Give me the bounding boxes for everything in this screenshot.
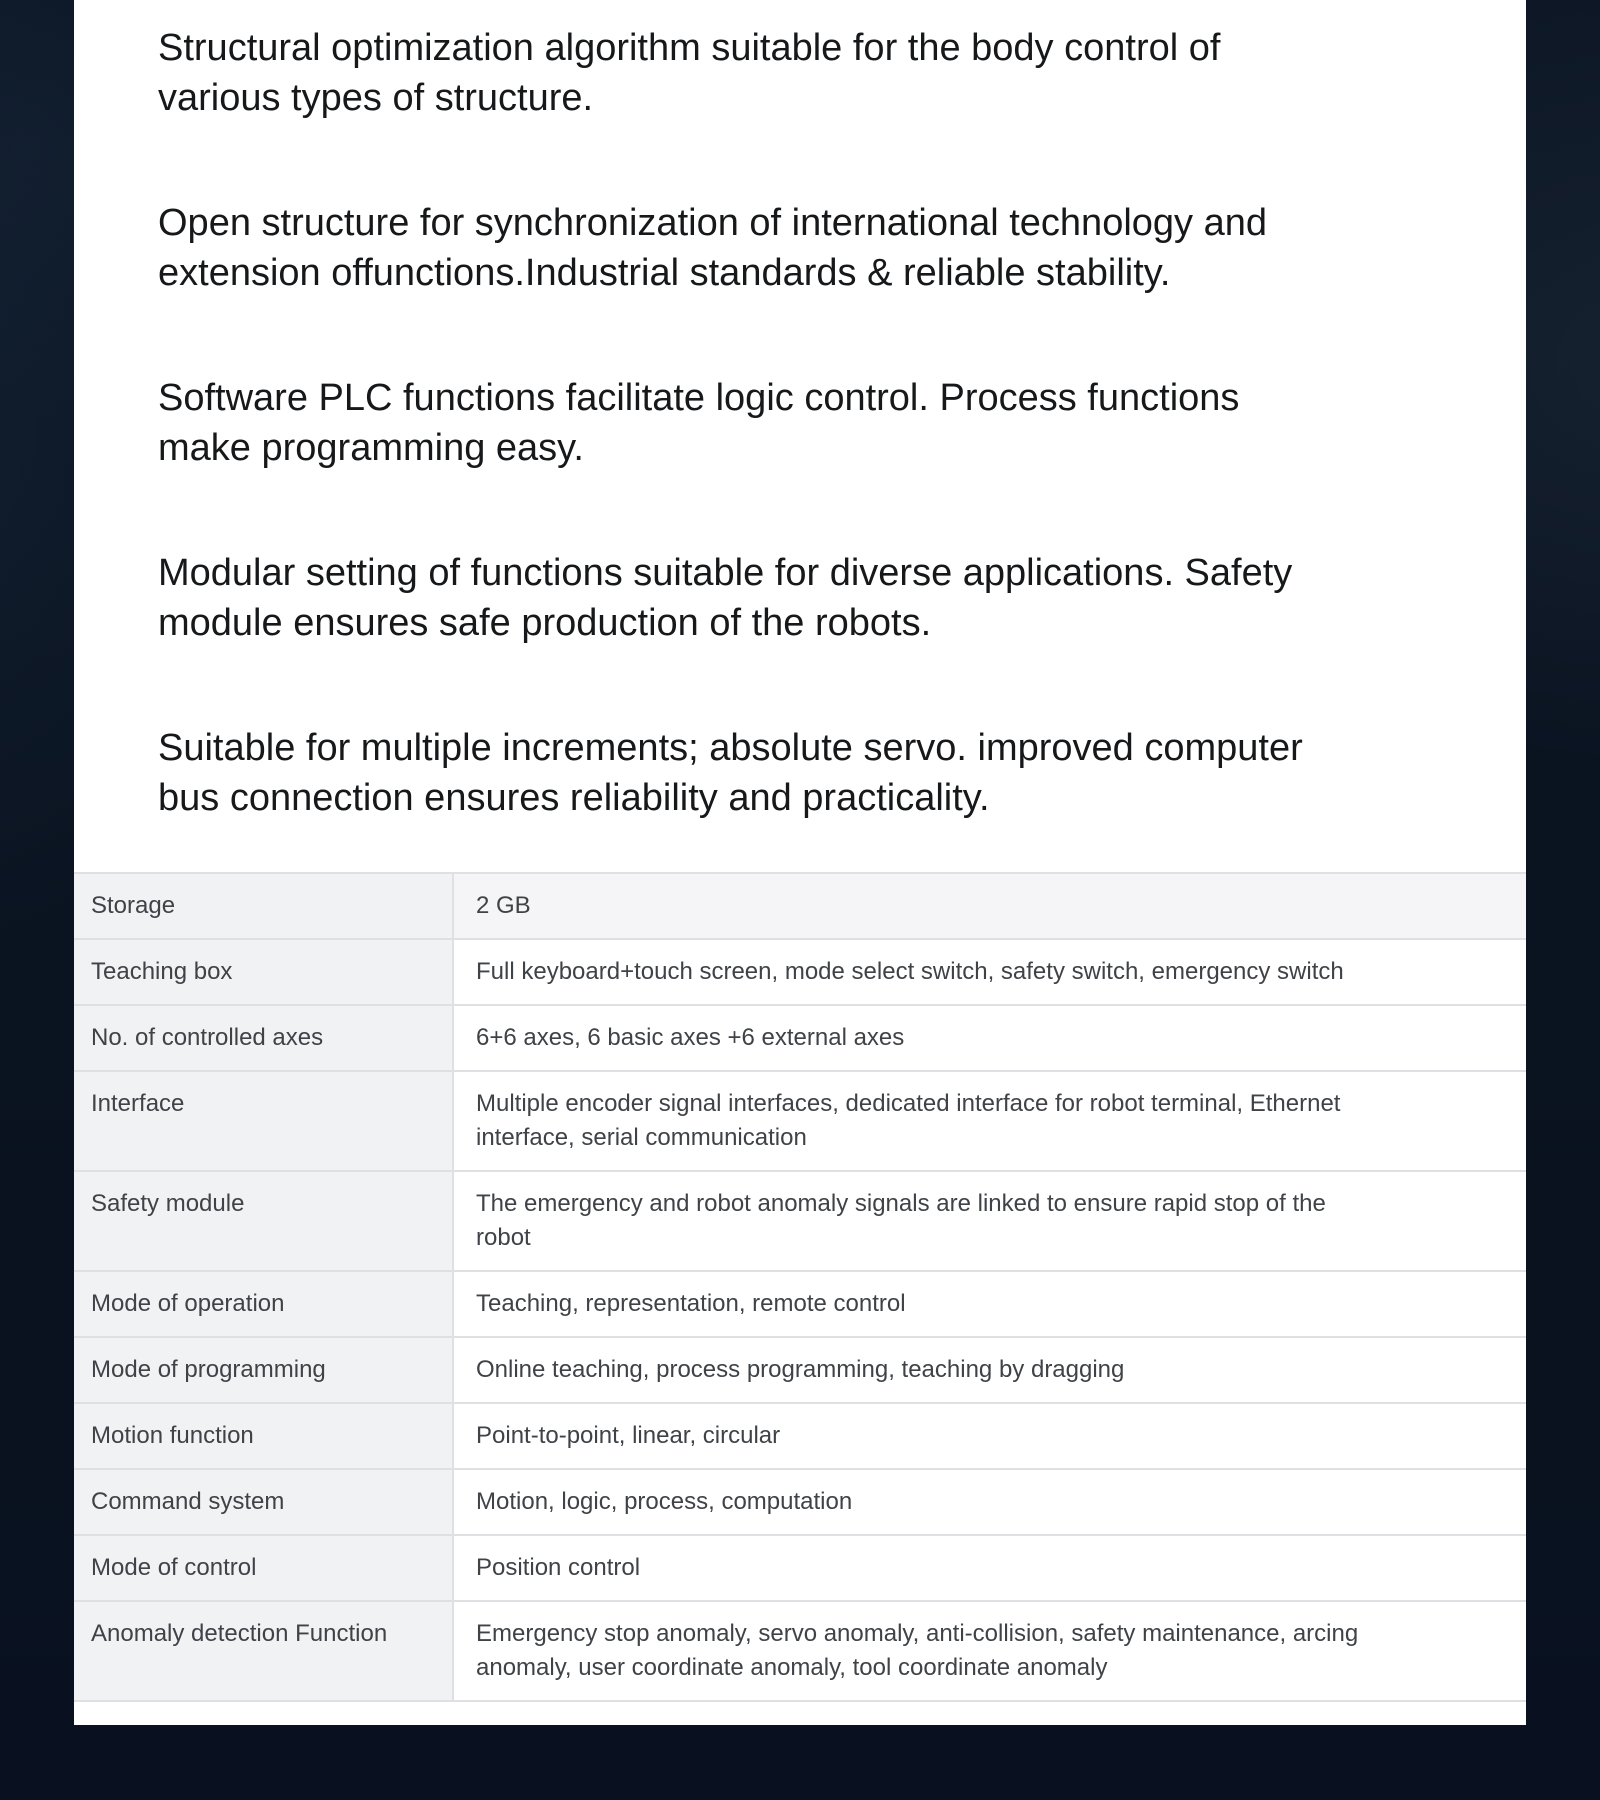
spec-value-cell [453,1403,1526,1469]
spec-value-cell [453,873,1526,939]
spec-row [74,873,1526,939]
spec-table [74,872,1526,1702]
feature-paragraph [158,198,1486,298]
spec-row [74,939,1526,1005]
spec-label-cell: No. of controlled axes [74,1005,453,1071]
feature-line: Modular setting of functions suitable for diverse applications. Safety [158,552,1293,594]
spec-value-line: 6+6 axes, 6 basic axes +6 external axes [476,1024,905,1051]
spec-label-cell: Interface [74,1071,453,1171]
spec-row [74,1337,1526,1403]
spec-value-line: robot [476,1224,531,1251]
spec-label-cell: Storage [74,873,453,939]
spec-value-line: Teaching, representation, remote control [476,1290,906,1317]
spec-value-cell [453,1271,1526,1337]
feature-line: extension offunctions.Industrial standards & reliable stability. [158,252,1171,294]
feature-line: Open structure for synchronization of international technology and [158,202,1267,244]
spec-label-cell: Safety module [74,1171,453,1271]
feature-line: Suitable for multiple increments; absolute servo. improved computer [158,727,1303,769]
feature-line: Structural optimization algorithm suitable for the body control of [158,27,1221,69]
spec-row [74,1005,1526,1071]
spec-row [74,1469,1526,1535]
content-card [74,0,1526,1725]
feature-line: module ensures safe production of the robots. [158,602,932,644]
spec-label-cell: Mode of operation [74,1271,453,1337]
spec-label-cell: Command system [74,1469,453,1535]
spec-value-line: The emergency and robot anomaly signals are linked to ensure rapid stop of the [476,1190,1326,1217]
feature-line: Software PLC functions facilitate logic control. Process functions [158,377,1240,419]
feature-line: various types of structure. [158,77,594,119]
spec-row [74,1601,1526,1701]
spec-label-cell: Motion function [74,1403,453,1469]
spec-label-cell: Mode of control [74,1535,453,1601]
spec-value-line: 2 GB [476,892,531,919]
spec-row [74,1535,1526,1601]
spec-value-line: Online teaching, process programming, teaching by dragging [476,1356,1125,1383]
feature-line: bus connection ensures reliability and practicality. [158,777,990,819]
spec-table-body [74,873,1526,1701]
spec-value-cell [453,1601,1526,1701]
spec-label-cell: Teaching box [74,939,453,1005]
spec-row [74,1071,1526,1171]
spec-label-cell: Anomaly detection Function [74,1601,453,1701]
spec-row [74,1171,1526,1271]
spec-value-cell [453,1469,1526,1535]
spec-value-line: Full keyboard+touch screen, mode select switch, safety switch, emergency switch [476,958,1344,985]
feature-paragraph [158,23,1486,123]
feature-paragraph [158,373,1486,473]
spec-value-line: Emergency stop anomaly, servo anomaly, anti-collision, safety maintenance, arcing [476,1620,1359,1647]
spec-value-cell [453,1005,1526,1071]
spec-value-line: Motion, logic, process, computation [476,1488,853,1515]
spec-value-line: anomaly, user coordinate anomaly, tool coordinate anomaly [476,1654,1108,1681]
feature-line: make programming easy. [158,427,584,469]
feature-paragraph [158,548,1486,648]
spec-value-cell [453,1535,1526,1601]
feature-paragraph [158,723,1486,823]
spec-value-line: Point-to-point, linear, circular [476,1422,781,1449]
spec-value-cell [453,1171,1526,1271]
spec-value-line: Multiple encoder signal interfaces, dedicated interface for robot terminal, Ethernet [476,1090,1341,1117]
spec-value-cell [453,939,1526,1005]
spec-label-cell: Mode of programming [74,1337,453,1403]
spec-row [74,1271,1526,1337]
spec-value-cell [453,1071,1526,1171]
spec-value-cell [453,1337,1526,1403]
spec-row [74,1403,1526,1469]
spec-value-line: interface, serial communication [476,1124,807,1151]
spec-value-line: Position control [476,1554,641,1581]
feature-list [74,0,1526,823]
